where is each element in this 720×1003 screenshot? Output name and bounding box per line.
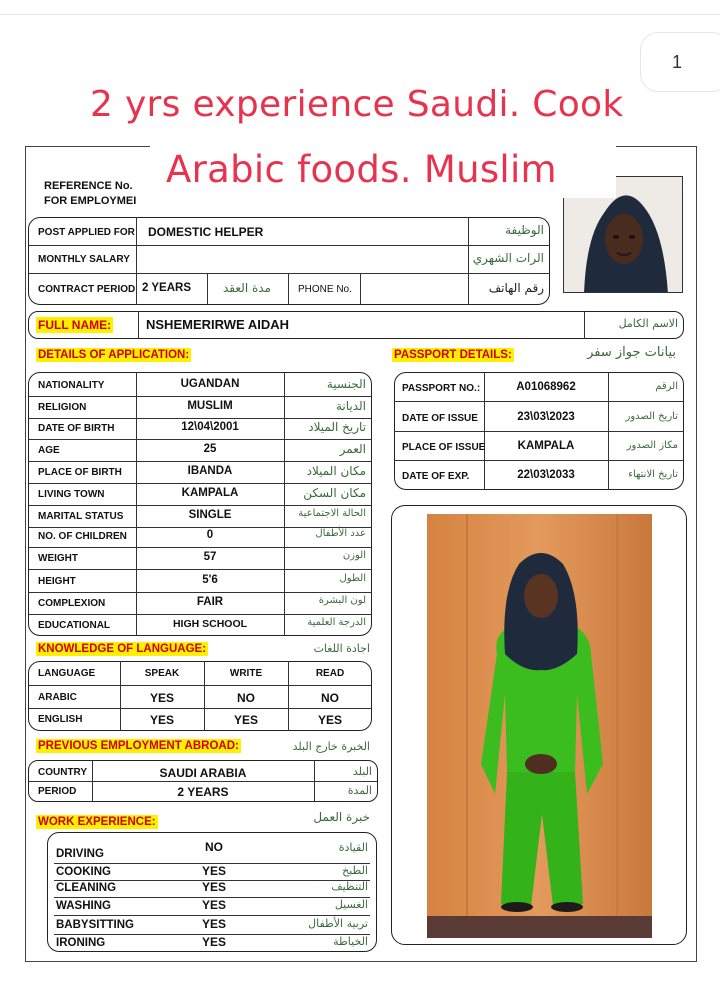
work-label: CLEANING: [56, 882, 117, 894]
language-header: READ: [315, 668, 345, 679]
work-label: DRIVING: [56, 848, 104, 860]
divider: [28, 685, 372, 686]
full-body-photo: [427, 514, 652, 938]
divider: [28, 245, 550, 246]
passport-label: PLACE OF ISSUE: [402, 442, 486, 453]
divider: [288, 273, 289, 305]
detail-label-ar: الطول: [339, 573, 366, 584]
divider: [207, 273, 208, 305]
divider: [394, 431, 684, 432]
passport-label-ar: تاريخ الانتهاء: [628, 469, 678, 480]
passport-value: KAMPALA: [517, 440, 575, 452]
divider: [468, 217, 469, 305]
detail-label: AGE: [38, 445, 60, 456]
contract-value: 2 YEARS: [142, 282, 192, 294]
employment-label: COUNTRY: [38, 767, 88, 778]
work-label: IRONING: [56, 937, 106, 949]
full-name-box: [28, 311, 684, 339]
detail-value: HIGH SCHOOL: [172, 618, 248, 630]
language-level: NO: [321, 691, 339, 705]
divider: [28, 614, 372, 615]
phone-label: PHONE No.: [298, 284, 352, 295]
passport-label: PASSPORT NO.:: [402, 383, 481, 394]
work-value: YES: [201, 880, 226, 894]
reference-label-2: FOR EMPLOYMEI: [44, 195, 137, 207]
work-value: NO: [205, 840, 223, 854]
detail-value: 57: [203, 551, 217, 563]
work-heading: WORK EXPERIENCE:: [38, 816, 156, 828]
detail-label: PLACE OF BIRTH: [38, 467, 122, 478]
passport-label: DATE OF EXP.: [402, 471, 470, 482]
detail-label: HEIGHT: [38, 576, 76, 587]
language-level: YES: [149, 691, 174, 705]
divider: [28, 781, 378, 782]
work-label: BABYSITTING: [56, 919, 134, 931]
divider: [28, 396, 372, 397]
divider: [28, 418, 372, 419]
handwritten-note-line-2: Arabic foods. Muslim: [166, 148, 557, 191]
detail-value: 0: [206, 529, 214, 541]
work-label: WASHING: [56, 900, 111, 912]
detail-label: WEIGHT: [38, 553, 78, 564]
divider: [136, 217, 137, 305]
detail-value: 25: [203, 443, 217, 455]
full-name-value: NSHEMERIRWE AIDAH: [146, 317, 290, 332]
phone-label-ar: رقم الهاتف: [488, 281, 544, 295]
detail-label: COMPLEXION: [38, 598, 106, 609]
detail-label-ar: مكان الميلاد: [306, 464, 366, 478]
detail-value: 12\04\2001: [181, 421, 239, 433]
post-label-ar: الوظيفة: [505, 223, 544, 237]
salary-label-ar: الرات الشهري: [472, 251, 544, 265]
detail-value: KAMPALA: [181, 487, 239, 499]
post-value: DOMESTIC HELPER: [148, 225, 264, 239]
full-name-label-ar: الاسم الكامل: [618, 317, 678, 330]
detail-label-ar: الديانة: [335, 399, 366, 413]
work-label: COOKING: [56, 866, 111, 878]
work-label-ar: الغسيل: [334, 898, 368, 911]
handwritten-note-line-1: 2 yrs experience Saudi. Cook: [90, 84, 624, 125]
work-label-ar: الخياطة: [333, 935, 368, 948]
divider: [28, 483, 372, 484]
detail-value: MUSLIM: [187, 400, 233, 412]
language-level: NO: [237, 691, 255, 705]
salary-label: MONTHLY SALARY: [38, 254, 130, 265]
language-name: ENGLISH: [38, 714, 83, 725]
detail-label-ar: الوزن: [342, 550, 366, 561]
passport-label: DATE OF ISSUE: [402, 413, 478, 424]
divider: [28, 505, 372, 506]
work-heading-ar: خبرة العمل: [313, 810, 370, 824]
passport-label-ar: الرقم: [655, 381, 678, 392]
employment-value: SAUDI ARABIA: [159, 766, 247, 780]
detail-value: SINGLE: [188, 509, 232, 521]
language-level: YES: [233, 713, 258, 727]
detail-label: RELIGION: [38, 402, 87, 413]
detail-value: IBANDA: [187, 465, 233, 477]
divider: [284, 372, 285, 636]
detail-label-ar: الجنسية: [326, 377, 366, 391]
passport-heading: PASSPORT DETAILS:: [394, 349, 512, 361]
detail-label: DATE OF BIRTH: [38, 423, 115, 434]
language-heading: KNOWLEDGE OF LANGUAGE:: [38, 643, 207, 655]
post-label: POST APPLIED FOR: [38, 227, 135, 238]
detail-label: MARITAL STATUS: [38, 511, 124, 522]
divider: [360, 273, 361, 305]
divider: [28, 592, 372, 593]
passport-label-ar: تاريخ الصدور: [625, 411, 678, 422]
language-header: WRITE: [229, 668, 263, 679]
work-value: YES: [201, 898, 226, 912]
divider: [28, 547, 372, 548]
full-body-illustration: [427, 514, 652, 938]
detail-label-ar: عدد الأطفال: [315, 528, 366, 539]
passport-heading-ar: بيانات جواز سفر: [587, 345, 676, 360]
divider: [28, 708, 372, 709]
passport-value: 23\03\2023: [517, 411, 575, 423]
language-level: YES: [317, 713, 342, 727]
divider: [314, 760, 315, 802]
divider: [28, 461, 372, 462]
detail-label-ar: لون البشرة: [318, 595, 366, 606]
contract-label-ar: مدة العقد: [223, 281, 271, 295]
detail-label: NATIONALITY: [38, 380, 105, 391]
detail-label-ar: مكان السكن: [303, 486, 366, 500]
employment-heading: PREVIOUS EMPLOYMENT ABROAD:: [38, 740, 239, 752]
work-value: YES: [201, 935, 226, 949]
detail-label: NO. OF CHILDREN: [38, 531, 127, 542]
work-value: YES: [201, 864, 226, 878]
details-heading: DETAILS OF APPLICATION:: [38, 349, 190, 361]
passport-value: A01068962: [516, 381, 576, 393]
divider: [138, 311, 139, 339]
detail-value: UGANDAN: [180, 378, 240, 390]
work-label-ar: تربية الأطفال: [308, 917, 368, 930]
work-value: YES: [201, 917, 226, 931]
employment-heading-ar: الخبرة خارج البلد: [292, 740, 370, 753]
divider: [584, 311, 585, 339]
divider: [394, 401, 684, 402]
divider: [28, 439, 372, 440]
language-header: LANGUAGE: [38, 668, 96, 679]
employment-label: PERIOD: [38, 786, 77, 797]
detail-value: 5'6: [202, 574, 218, 586]
employment-label-ar: البلد: [352, 765, 372, 778]
reference-label: REFERENCE No.: [44, 180, 133, 192]
divider: [28, 273, 550, 274]
divider: [394, 460, 684, 461]
contract-label: CONTRACT PERIOD: [38, 284, 136, 295]
detail-label: EDUCATIONAL: [38, 620, 111, 631]
detail-label-ar: العمر: [339, 442, 366, 456]
language-level: YES: [149, 713, 174, 727]
language-name: ARABIC: [38, 692, 77, 703]
page-number: 1: [672, 52, 683, 72]
work-label-ar: القيادة: [338, 841, 368, 854]
employment-label-ar: المدة: [347, 784, 372, 797]
detail-label: LIVING TOWN: [38, 489, 105, 500]
detail-value: FAIR: [196, 596, 224, 608]
employment-value: 2 YEARS: [177, 785, 229, 799]
full-name-label: FULL NAME:: [38, 318, 112, 332]
work-label-ar: الطبخ: [342, 864, 368, 877]
detail-label-ar: الحالة الاجتماعية: [298, 508, 366, 519]
language-heading-ar: اجادة اللغات: [313, 642, 370, 655]
work-label-ar: التنظيف: [331, 880, 368, 893]
divider: [54, 915, 370, 916]
detail-label-ar: تاريخ الميلاد: [308, 420, 366, 434]
passport-label-ar: مكاز الصدور: [626, 440, 678, 451]
divider: [28, 569, 372, 570]
detail-label-ar: الدرجة العلمية: [307, 617, 366, 628]
top-divider: [0, 14, 720, 15]
language-header: SPEAK: [144, 668, 180, 679]
passport-value: 22\03\2033: [517, 469, 575, 481]
